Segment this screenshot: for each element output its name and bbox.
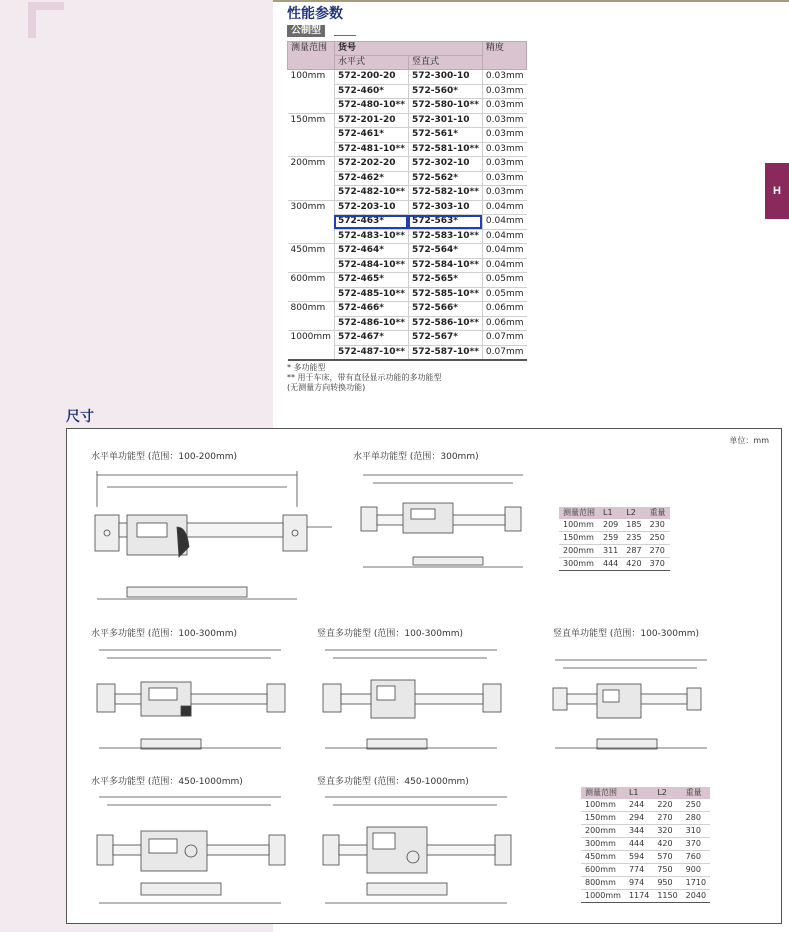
range-cell: 300mm <box>288 200 335 244</box>
table-cell: 1710 <box>682 877 710 890</box>
drawing-title: 水平多功能型 (范围：100-300mm) <box>91 629 238 639</box>
drawing-title: 竖直多功能型 (范围：450-1000mm) <box>317 777 469 787</box>
table-cell: 235 <box>622 532 645 545</box>
vertical-code-cell: 572-301-10 <box>408 113 482 128</box>
horizontal-code-cell: 572-467* <box>334 331 408 346</box>
horizontal-code-cell: 572-460* <box>334 84 408 99</box>
table-cell: 600mm <box>581 864 625 877</box>
horizontal-code-cell: 572-200-20 <box>334 70 408 85</box>
accuracy-cell: 0.07mm <box>482 345 526 360</box>
table-cell: 230 <box>646 519 670 532</box>
accuracy-cell: 0.04mm <box>482 215 526 230</box>
table-cell: 950 <box>653 877 681 890</box>
column-header: 重量 <box>646 507 670 519</box>
accuracy-cell: 0.03mm <box>482 113 526 128</box>
range-cell: 150mm <box>288 113 335 157</box>
horizontal-code-cell: 572-202-20 <box>334 157 408 172</box>
horizontal-code-cell: 572-486-10** <box>334 316 408 331</box>
table-cell: 444 <box>625 838 653 851</box>
table-row <box>288 273 527 288</box>
column-header: L1 <box>625 787 653 799</box>
note-line: ** 用于车床，带有直径显示功能的多功能型 <box>287 373 442 382</box>
accuracy-cell: 0.07mm <box>482 331 526 346</box>
table-cell: 750 <box>653 864 681 877</box>
table-cell: 259 <box>599 532 622 545</box>
horizontal-code-cell: 572-203-10 <box>334 200 408 215</box>
column-header: L2 <box>653 787 681 799</box>
drawing-title: 水平单功能型 (范围：300mm) <box>353 452 479 462</box>
header-vertical: 竖直式 <box>408 56 482 70</box>
table-row <box>581 890 710 903</box>
range-cell: 100mm <box>288 70 335 114</box>
table-cell: 310 <box>682 825 710 838</box>
table-row <box>288 113 527 128</box>
table-cell: 594 <box>625 851 653 864</box>
table-row <box>288 331 527 346</box>
drawing-title: 水平单功能型 (范围：100-200mm) <box>91 452 238 462</box>
vertical-code-cell: 572-300-10 <box>408 70 482 85</box>
table-cell: 320 <box>653 825 681 838</box>
spec-table-body <box>288 70 527 361</box>
horizontal-code-cell: 572-487-10** <box>334 345 408 360</box>
table-cell: 370 <box>646 558 670 571</box>
vertical-code-cell: 572-586-10** <box>408 316 482 331</box>
range-cell: 800mm <box>288 302 335 331</box>
table-row <box>288 200 527 215</box>
header-accuracy: 精度 <box>482 42 526 70</box>
drawing-v-single <box>547 644 717 764</box>
column-header: L1 <box>599 507 622 519</box>
spec-title: 性能参数 <box>287 6 343 22</box>
table-row <box>288 244 527 259</box>
table-cell: 1174 <box>625 890 653 903</box>
horizontal-code-cell: 572-485-10** <box>334 287 408 302</box>
table-cell: 250 <box>646 532 670 545</box>
dims-title: 尺寸 <box>66 409 94 425</box>
vertical-code-cell: 572-302-10 <box>408 157 482 172</box>
spec-table <box>287 41 527 361</box>
table-cell: 100mm <box>559 519 599 532</box>
table-cell: 1150 <box>653 890 681 903</box>
dims-table-small <box>559 507 670 571</box>
subtitle-underline <box>334 35 356 36</box>
vertical-code-cell: 572-564* <box>408 244 482 259</box>
table-row <box>581 851 710 864</box>
dims-table-large <box>581 787 710 903</box>
drawing-h-single-300 <box>353 467 543 587</box>
vertical-code-cell: 572-562* <box>408 171 482 186</box>
table-cell: 444 <box>599 558 622 571</box>
table-row <box>288 302 527 317</box>
table-row <box>559 558 670 571</box>
accuracy-cell: 0.03mm <box>482 99 526 114</box>
table-cell: 2040 <box>682 890 710 903</box>
table-cell: 185 <box>622 519 645 532</box>
table-cell: 280 <box>682 812 710 825</box>
vertical-code-cell: 572-567* <box>408 331 482 346</box>
vertical-code-cell: 572-560* <box>408 84 482 99</box>
accuracy-cell: 0.03mm <box>482 70 526 85</box>
spec-notes <box>287 363 442 393</box>
table-cell: 774 <box>625 864 653 877</box>
table-cell: 570 <box>653 851 681 864</box>
horizontal-code-cell: 572-462* <box>334 171 408 186</box>
vertical-code-cell: 572-584-10** <box>408 258 482 273</box>
table-cell: 344 <box>625 825 653 838</box>
table-row <box>288 157 527 172</box>
drawing-v-multi-large <box>317 791 527 916</box>
horizontal-code-cell: 572-464* <box>334 244 408 259</box>
table-row <box>581 838 710 851</box>
vertical-code-cell: 572-303-10 <box>408 200 482 215</box>
table-row <box>559 545 670 558</box>
horizontal-code-cell: 572-482-10** <box>334 186 408 201</box>
table-cell: 300mm <box>581 838 625 851</box>
spec-subtitle: 公制型 <box>287 25 325 37</box>
section-tab-h[interactable]: H <box>765 163 789 219</box>
table-row <box>581 864 710 877</box>
table-cell: 209 <box>599 519 622 532</box>
horizontal-code-cell: 572-461* <box>334 128 408 143</box>
table-cell: 270 <box>646 545 670 558</box>
vertical-code-cell: 572-581-10** <box>408 142 482 157</box>
horizontal-code-cell: 572-201-20 <box>334 113 408 128</box>
horizontal-code-cell: 572-481-10** <box>334 142 408 157</box>
header-range: 测量范围 <box>288 42 335 70</box>
horizontal-code-cell: 572-466* <box>334 302 408 317</box>
table-row <box>581 799 710 812</box>
accuracy-cell: 0.03mm <box>482 171 526 186</box>
column-header: 测量范围 <box>581 787 625 799</box>
table-row <box>581 812 710 825</box>
accuracy-cell: 0.06mm <box>482 302 526 317</box>
table-cell: 974 <box>625 877 653 890</box>
accuracy-cell: 0.04mm <box>482 200 526 215</box>
table-cell: 244 <box>625 799 653 812</box>
vertical-code-cell: 572-565* <box>408 273 482 288</box>
accuracy-cell: 0.03mm <box>482 186 526 201</box>
table-cell: 300mm <box>559 558 599 571</box>
table-cell: 250 <box>682 799 710 812</box>
range-cell: 600mm <box>288 273 335 302</box>
column-header: 测量范围 <box>559 507 599 519</box>
note-line: * 多功能型 <box>287 363 326 372</box>
table-cell: 370 <box>682 838 710 851</box>
table-row <box>559 532 670 545</box>
header-horizontal: 水平式 <box>334 56 408 70</box>
horizontal-code-cell: 572-463* <box>334 215 408 230</box>
accuracy-cell: 0.03mm <box>482 142 526 157</box>
column-header: 重量 <box>682 787 710 799</box>
table-cell: 420 <box>622 558 645 571</box>
accuracy-cell: 0.03mm <box>482 157 526 172</box>
vertical-code-cell: 572-585-10** <box>408 287 482 302</box>
vertical-code-cell: 572-580-10** <box>408 99 482 114</box>
accuracy-cell: 0.04mm <box>482 229 526 244</box>
table-cell: 450mm <box>581 851 625 864</box>
table-cell: 220 <box>653 799 681 812</box>
drawing-h-multi <box>91 644 301 764</box>
drawing-title: 竖直多功能型 (范围：100-300mm) <box>317 629 464 639</box>
drawing-v-multi <box>317 644 527 764</box>
horizontal-code-cell: 572-484-10** <box>334 258 408 273</box>
range-cell: 200mm <box>288 157 335 201</box>
range-cell: 1000mm <box>288 331 335 361</box>
dimensions-panel <box>66 428 782 924</box>
vertical-code-cell: 572-587-10** <box>408 345 482 360</box>
table-cell: 287 <box>622 545 645 558</box>
table-cell: 294 <box>625 812 653 825</box>
column-header: L2 <box>622 507 645 519</box>
table-cell: 900 <box>682 864 710 877</box>
table-cell: 1000mm <box>581 890 625 903</box>
accuracy-cell: 0.04mm <box>482 258 526 273</box>
table-cell: 150mm <box>581 812 625 825</box>
vertical-code-cell: 572-566* <box>408 302 482 317</box>
accuracy-cell: 0.05mm <box>482 287 526 302</box>
table-cell: 100mm <box>581 799 625 812</box>
range-cell: 450mm <box>288 244 335 273</box>
table-cell: 150mm <box>559 532 599 545</box>
accuracy-cell: 0.04mm <box>482 244 526 259</box>
corner-decoration <box>28 2 64 38</box>
accuracy-cell: 0.05mm <box>482 273 526 288</box>
table-row <box>581 825 710 838</box>
table-row <box>581 877 710 890</box>
vertical-code-cell: 572-583-10** <box>408 229 482 244</box>
vertical-code-cell: 572-582-10** <box>408 186 482 201</box>
table-row <box>559 519 670 532</box>
vertical-code-cell: 572-563* <box>408 215 482 230</box>
header-order-no: 货号 <box>334 42 482 56</box>
drawing-title: 水平多功能型 (范围：450-1000mm) <box>91 777 243 787</box>
table-row <box>288 70 527 85</box>
table-cell: 311 <box>599 545 622 558</box>
table-cell: 200mm <box>559 545 599 558</box>
accuracy-cell: 0.03mm <box>482 128 526 143</box>
horizontal-code-cell: 572-465* <box>334 273 408 288</box>
vertical-code-cell: 572-561* <box>408 128 482 143</box>
horizontal-code-cell: 572-483-10** <box>334 229 408 244</box>
drawing-h-single-small <box>87 467 337 617</box>
table-cell: 200mm <box>581 825 625 838</box>
table-cell: 760 <box>682 851 710 864</box>
drawing-title: 竖直单功能型 (范围：100-300mm) <box>553 629 700 639</box>
accuracy-cell: 0.03mm <box>482 84 526 99</box>
table-cell: 270 <box>653 812 681 825</box>
accuracy-cell: 0.06mm <box>482 316 526 331</box>
note-line: (无测量方向转换功能) <box>287 383 366 392</box>
horizontal-code-cell: 572-480-10** <box>334 99 408 114</box>
table-cell: 800mm <box>581 877 625 890</box>
table-cell: 420 <box>653 838 681 851</box>
drawing-h-multi-large <box>91 791 301 916</box>
unit-label: 单位：mm <box>729 436 769 445</box>
